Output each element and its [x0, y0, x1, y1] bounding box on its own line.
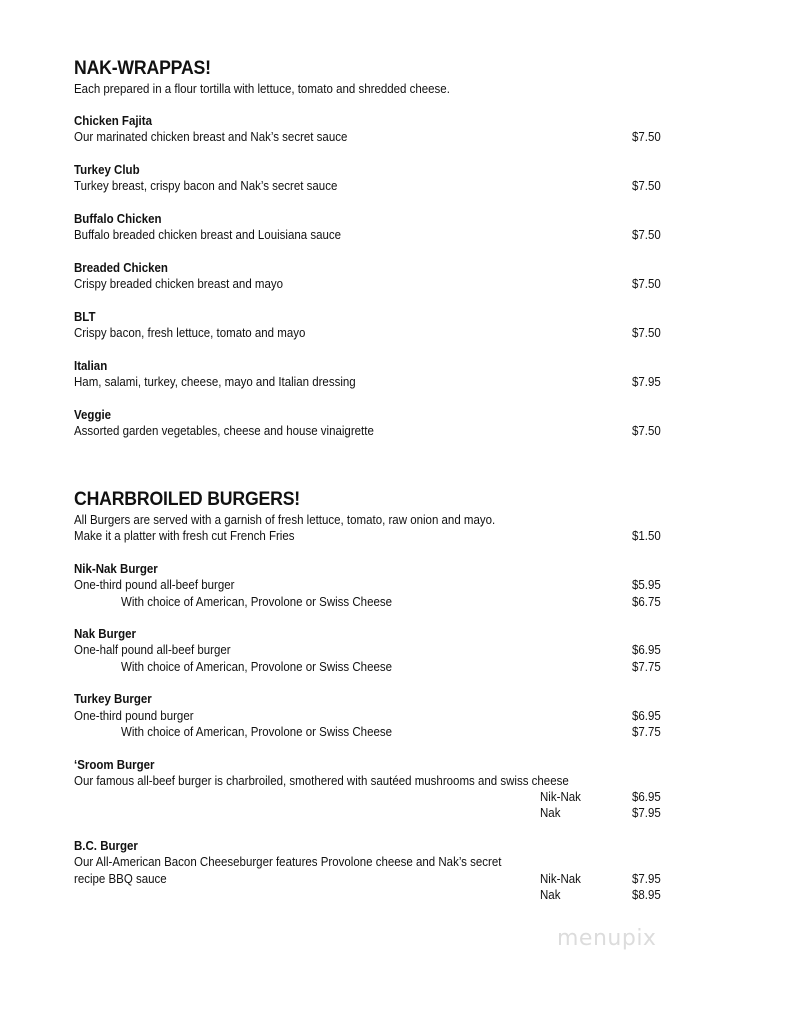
burgers-intro: All Burgers are served with a garnish of fresh lettuce, tomato, raw onion and mayo.: [74, 513, 496, 527]
item-description: Assorted garden vegetables, cheese and house vinaigrette: [74, 424, 374, 438]
item-name: ‘Sroom Burger: [74, 758, 155, 772]
cheese-option: With choice of American, Provolone or Swiss Cheese: [121, 595, 393, 609]
item-price: $7.50: [632, 326, 661, 340]
item-description: Our famous all-beef burger is charbroiled, smothered with sautéed mushrooms and swiss cheese: [74, 774, 569, 788]
menupix-watermark: menupix: [557, 926, 657, 951]
cheese-price: $7.75: [632, 660, 661, 674]
item-description: Our marinated chicken breast and Nak’s secret sauce: [74, 130, 348, 144]
item-name: Chicken Fajita: [74, 114, 152, 128]
size-label: Nak: [540, 806, 561, 820]
item-description: Ham, salami, turkey, cheese, mayo and Italian dressing: [74, 375, 356, 389]
platter-price: $1.50: [632, 529, 661, 543]
item-price: $7.95: [632, 872, 661, 886]
size-label: Nik-Nak: [540, 790, 581, 804]
item-name: Breaded Chicken: [74, 261, 168, 275]
item-description: Our All-American Bacon Cheeseburger features Provolone cheese and Nak’s secret: [74, 855, 502, 869]
cheese-option: With choice of American, Provolone or Swiss Cheese: [121, 660, 393, 674]
item-description: One-third pound all-beef burger: [74, 578, 235, 592]
burgers-title: CHARBROILED BURGERS!: [74, 489, 301, 510]
item-name: BLT: [74, 310, 96, 324]
item-name: Veggie: [74, 408, 112, 422]
size-label: Nak: [540, 888, 561, 902]
item-description: Buffalo breaded chicken breast and Louisiana sauce: [74, 228, 342, 242]
item-price: $6.95: [632, 643, 661, 657]
item-price: $7.50: [632, 130, 661, 144]
item-price: $7.50: [632, 228, 661, 242]
platter-note: Make it a platter with fresh cut French Fries: [74, 529, 295, 543]
cheese-price: $6.75: [632, 595, 661, 609]
item-name: Nak Burger: [74, 627, 136, 641]
item-price: $7.95: [632, 375, 661, 389]
item-price: $8.95: [632, 888, 661, 902]
item-name: Turkey Burger: [74, 692, 152, 706]
item-price: $5.95: [632, 578, 661, 592]
item-price: $7.95: [632, 806, 661, 820]
size-label: Nik-Nak: [540, 872, 581, 886]
wraps-title: NAK-WRAPPAS!: [74, 58, 211, 79]
cheese-option: With choice of American, Provolone or Swiss Cheese: [121, 725, 393, 739]
item-description: recipe BBQ sauce: [74, 872, 167, 886]
item-description: One-half pound all-beef burger: [74, 643, 231, 657]
item-description: Crispy bacon, fresh lettuce, tomato and mayo: [74, 326, 306, 340]
item-name: Nik-Nak Burger: [74, 562, 158, 576]
item-description: Crispy breaded chicken breast and mayo: [74, 277, 284, 291]
cheese-price: $7.75: [632, 725, 661, 739]
item-price: $7.50: [632, 179, 661, 193]
item-price: $7.50: [632, 277, 661, 291]
item-price: $7.50: [632, 424, 661, 438]
item-name: Turkey Club: [74, 163, 140, 177]
item-description: One-third pound burger: [74, 709, 194, 723]
item-price: $6.95: [632, 790, 661, 804]
item-name: Buffalo Chicken: [74, 212, 162, 226]
item-price: $6.95: [632, 709, 661, 723]
item-name: B.C. Burger: [74, 839, 138, 853]
item-description: Turkey breast, crispy bacon and Nak’s secret sauce: [74, 179, 338, 193]
item-name: Italian: [74, 359, 108, 373]
wraps-intro: Each prepared in a flour tortilla with lettuce, tomato and shredded cheese.: [74, 82, 450, 96]
